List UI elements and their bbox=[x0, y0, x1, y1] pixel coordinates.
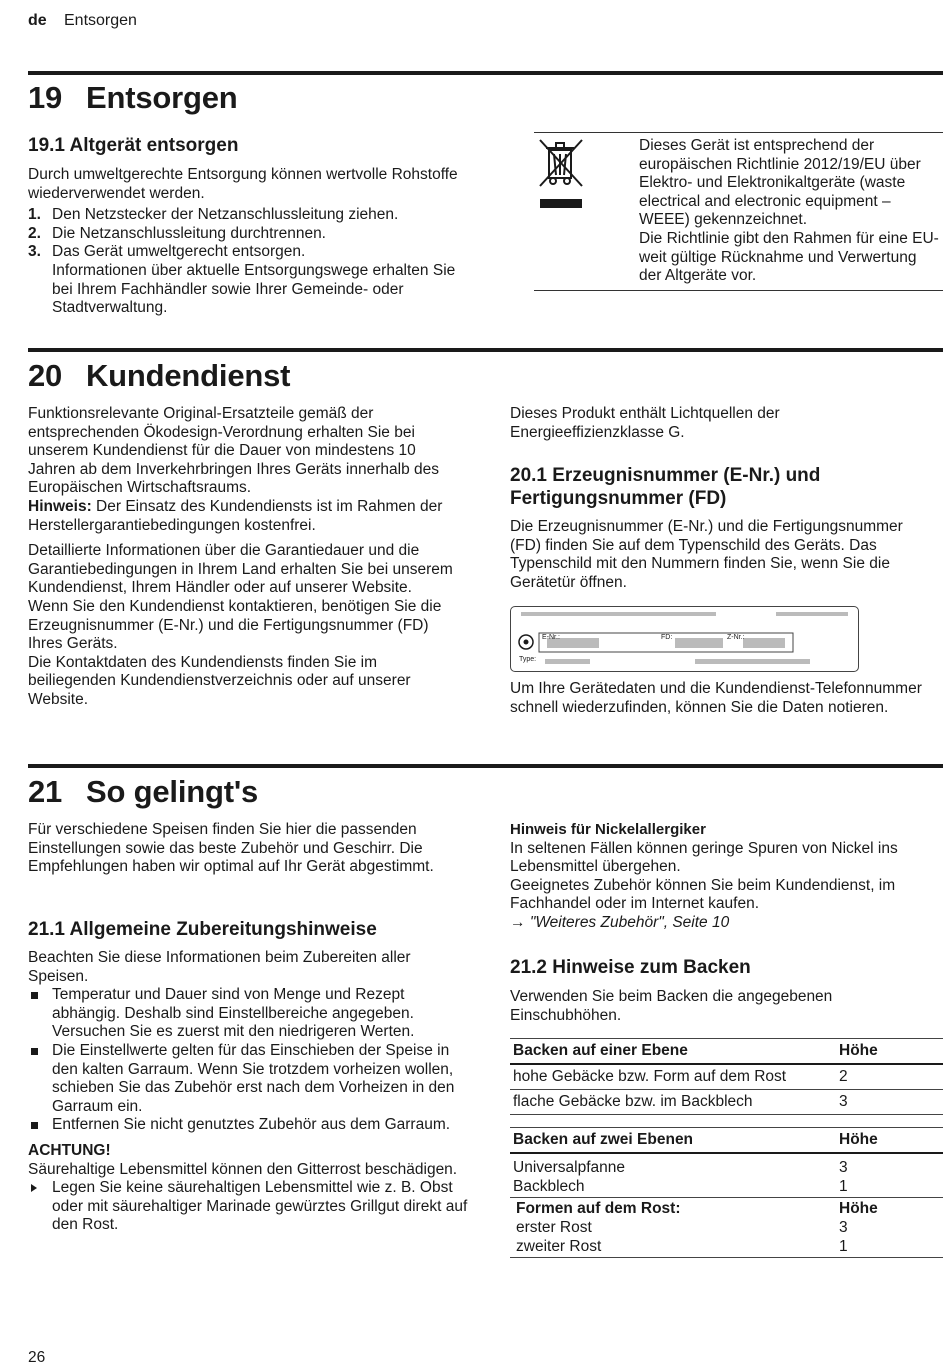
section-number: 19 bbox=[28, 80, 63, 115]
cross-reference-link[interactable]: → "Weiteres Zubehör", Seite 10 bbox=[510, 913, 730, 931]
baking-two-levels-table bbox=[510, 1127, 943, 1258]
weee-bar bbox=[540, 199, 582, 208]
table-header: Backen auf zwei Ebenen Höhe bbox=[510, 1127, 943, 1154]
caution-action: Legen Sie keine säurehaltigen Lebensmittel wie z. B. Obst oder mit säurehaltiger Marinade gewürztes Grillgut direkt auf den Rost. bbox=[28, 1179, 468, 1235]
table-row: hohe Gebäcke bzw. Form auf dem Rost 2 bbox=[510, 1065, 943, 1090]
section-rule bbox=[28, 764, 943, 768]
table-row: Universalpfanne 3 bbox=[513, 1158, 848, 1176]
section-21-1-body: Beachten Sie diese Informationen beim Zubereiten aller Speisen. Temperatur und Dauer sind von Menge und Rezept abhängig. Deshalb sind Einstellbereiche angegeben. Versuchen Sie es zuerst mit den niedrigeren Werten. Die Einstellwerte gelten für das Einschieben der Speise in den kalten Garraum. Wenn Sie trotzdem vorheizen wollen, schieben Sie das Zubehör erst nach dem Vorheizen in den Garraum ein. Entfernen Sie nicht genutztes Zubehör aus dem Garraum. ACHTUNG! Säurehaltige Lebensmittel können den Gitterrost beschädigen. Legen Sie keine säurehaltigen Lebensmittel wie z. B. Obst oder mit säurehaltiger Marinade gewürztes Grillgut direkt auf den Rost. bbox=[28, 949, 468, 1234]
table-row: erster Rost 3 bbox=[516, 1219, 848, 1236]
subsection-20-1-heading: 20.1 Erzeugnisnummer (E-Nr.) und Fertigungsnummer (FD) bbox=[510, 465, 821, 509]
language-code: de bbox=[28, 12, 47, 29]
weee-text: Dieses Gerät ist entsprechend der europäischen Richtlinie 2012/19/EU über Elektro- und Elektronikaltgeräte (waste electrical and electronic equipment – WEEE) gekennzeichnet. Die Richtlinie gibt den Rahmen für eine EU-weit gültige Rücknahme und Verwertung der Altgeräte vor. bbox=[639, 137, 939, 285]
step-item: 2. Die Netzanschlussleitung durchtrennen. bbox=[28, 224, 326, 242]
page-number: 26 bbox=[28, 1349, 46, 1366]
subsection-21-1-heading: 21.1 Allgemeine Zubereitungshinweise bbox=[28, 919, 377, 940]
table-subheader: Formen auf dem Rost: Höhe bbox=[516, 1199, 878, 1217]
section-19-body bbox=[28, 166, 468, 318]
section-19-heading bbox=[28, 80, 238, 116]
list-item: Entfernen Sie nicht genutztes Zubehör aus dem Garraum. bbox=[28, 1116, 468, 1135]
list-item: Temperatur und Dauer sind von Menge und Rezept abhängig. Deshalb sind Einstellbereiche angegeben. Versuchen Sie es zuerst mit den niedrigeren Werten. bbox=[28, 986, 468, 1042]
subsection-21-2-heading: 21.2 Hinweise zum Backen bbox=[510, 957, 751, 978]
subsection-19-1-heading: 19.1 Altgerät entsorgen bbox=[28, 135, 239, 156]
step-info: Informationen über aktuelle Entsorgungswege erhalten Sie bei Ihrem Fachhändler sowie Ihrer Gemeinde- oder Stadtverwaltung. bbox=[52, 261, 456, 317]
step-item: 3. Das Gerät umweltgerecht entsorgen. Informationen über aktuelle Entsorgungswege erhalten Sie bei Ihrem Fachhändler sowie Ihrer Gemeinde- oder Stadtverwaltung. bbox=[28, 243, 456, 317]
nickel-allergy-note: Hinweis für Nickelallergiker In seltenen Fällen können geringe Spuren von Nickel ins Lebensmittel übergehen. Geeignetes Zubehör können Sie beim Kundendienst, im Fachhandel oder im Internet kaufen. → "Weiteres Zubehör", Seite 10 bbox=[510, 821, 935, 933]
step-item: 1. Den Netzstecker der Netzanschlussleitung ziehen. bbox=[28, 206, 399, 224]
preparation-tips-list bbox=[28, 986, 468, 1135]
section-20-left-body: Funktionsrelevante Original-Ersatzteile gemäß der entsprechenden Ökodesign-Verordnung erhalten Sie bei unserem Kundendienst für die Dauer von mindestens 10 Jahren ab dem Inverkehrbringen Ihres Geräts innerhalb des Europäischen Wirtschaftsraums. Hinweis: Der Einsatz des Kundendiensts ist im Rahmen der Herstellergarantiebedingungen kostenfrei. Detaillierte Informationen über die Garantiedauer und die Garantiebedingungen in Ihrem Land erhalten Sie bei unserem Kundendienst, Ihrem Händler oder auf unserer Website. Wenn Sie den Kundendienst kontaktieren, benötigen Sie die Erzeugnisnummer (E-Nr.) und die Fertigungsnummer (FD) Ihres Geräts. Die Kontaktdaten des Kundendiensts finden Sie im beiliegenden Kundendienstverzeichnis oder auf unserer Website. bbox=[28, 405, 453, 708]
baking-one-level-table bbox=[510, 1038, 943, 1115]
table-header: Backen auf einer Ebene Höhe bbox=[510, 1038, 943, 1065]
table-row: flache Gebäcke bzw. im Backblech 3 bbox=[510, 1090, 943, 1115]
hint-label: Hinweis: bbox=[28, 497, 92, 515]
table-row: zweiter Rost 1 bbox=[510, 1237, 943, 1258]
section-20-heading: 20 Kundendienst bbox=[28, 358, 291, 393]
section-rule bbox=[28, 348, 943, 352]
list-item: Die Einstellwerte gelten für das Einschieben der Speise in den kalten Garraum. Wenn Sie trotzdem vorheizen wollen, schieben Sie das Zubehör erst nach dem Vorheizen in den Garraum ein. bbox=[28, 1042, 468, 1116]
section-21-2-intro: Verwenden Sie beim Backen die angegebenen Einschubhöhen. bbox=[510, 988, 833, 1024]
plate-type-label: Type: bbox=[519, 656, 537, 663]
note-data-paragraph: Um Ihre Gerätedaten und die Kundendienst-Telefonnummer schnell wiederzufinden, können Sie die Daten notieren. bbox=[510, 680, 922, 716]
caution-title: ACHTUNG! bbox=[28, 1141, 111, 1159]
rating-plate-illustration bbox=[510, 606, 859, 672]
plate-enr-label: E-Nr.: bbox=[542, 634, 560, 641]
table-row: Backblech 1 bbox=[510, 1177, 943, 1198]
crossed-out-wheeled-bin-icon bbox=[536, 136, 586, 194]
energy-class-note: Dieses Produkt enthält Lichtquellen der Energieeffizienzklasse G. bbox=[510, 405, 780, 441]
section-title: Entsorgen bbox=[86, 80, 238, 115]
running-header-title: Entsorgen bbox=[64, 12, 137, 29]
disposal-steps bbox=[28, 206, 468, 318]
arrow-right-icon: → bbox=[510, 913, 530, 931]
intro-paragraph: Durch umweltgerechte Entsorgung können wertvolle Rohstoffe wiederverwendet werden. bbox=[28, 166, 458, 202]
plate-fd-label: FD: bbox=[661, 634, 673, 641]
section-rule bbox=[28, 71, 943, 75]
section-21-heading: 21 So gelingt's bbox=[28, 774, 259, 809]
section-21-intro: Für verschiedene Speisen finden Sie hier die passenden Einstellungen sowie das beste Zubehör und Geschirr. Die Empfehlungen haben wir optimal auf Ihr Gerät abgestimmt. bbox=[28, 821, 434, 876]
plate-znr-label: Z-Nr.: bbox=[727, 634, 745, 641]
section-20-right-body: Die Erzeugnisnummer (E-Nr.) und die Fertigungsnummer (FD) finden Sie auf dem Typenschild des Geräts. Das Typenschild mit den Nummern finden Sie, wenn Sie die Gerätetür öffnen. bbox=[510, 518, 903, 591]
